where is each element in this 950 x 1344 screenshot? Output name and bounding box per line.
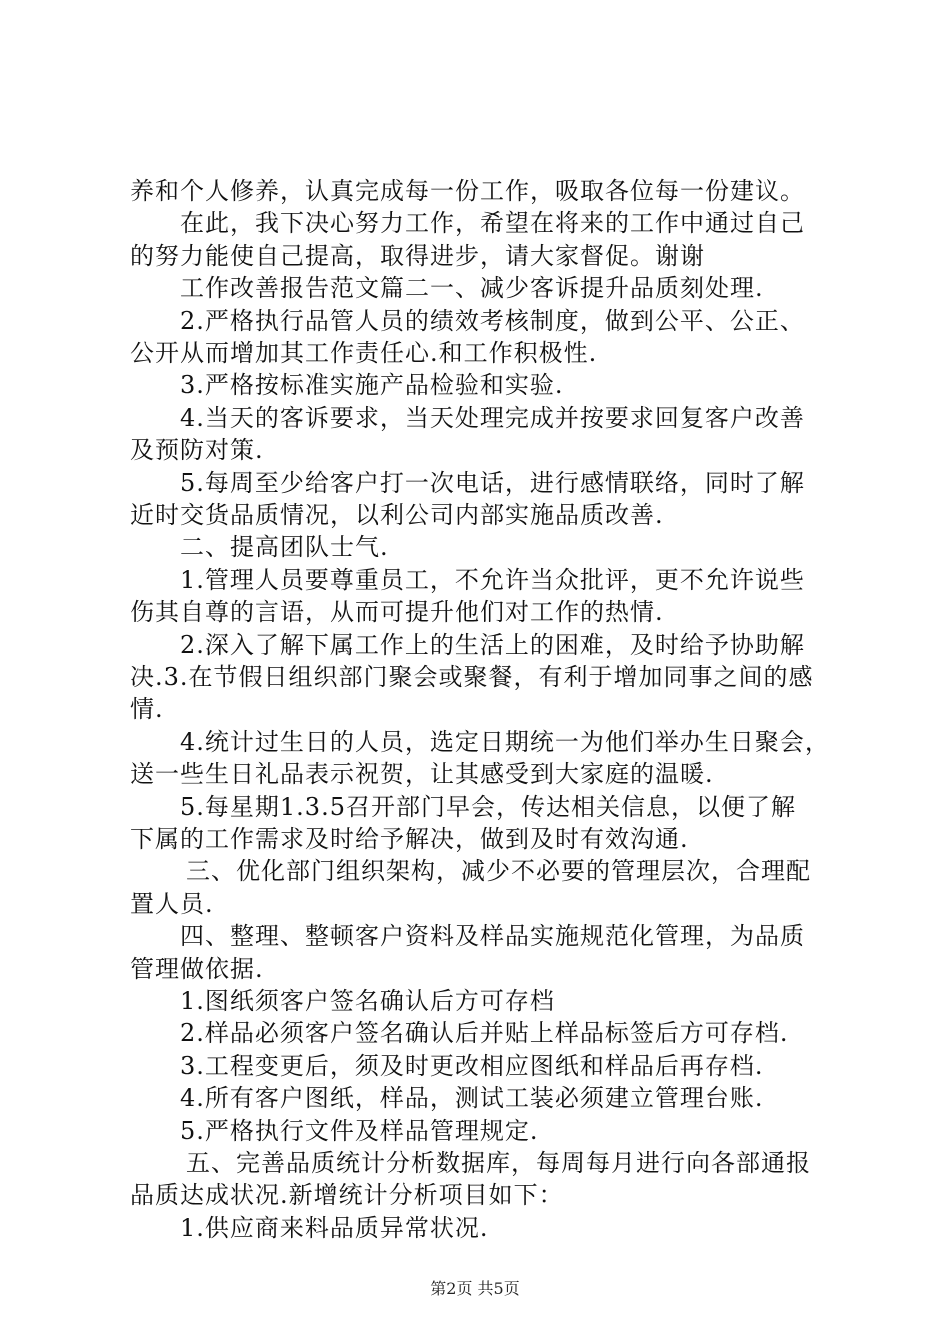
text-line: 4.当天的客诉要求，当天处理完成并按要求回复客户改善 bbox=[180, 404, 805, 432]
text-line: 及预防对策. bbox=[130, 436, 264, 464]
text-line: 下属的工作需求及时给予解决，做到及时有效沟通. bbox=[130, 825, 689, 853]
text-line: 情. bbox=[130, 695, 164, 723]
text-line: 4.所有客户图纸，样品，测试工装必须建立管理台账. bbox=[180, 1084, 764, 1112]
text-line: 管理做依据. bbox=[130, 955, 264, 983]
text-line: 5.每星期1.3.5召开部门早会，传达相关信息，以便了解 bbox=[180, 793, 796, 821]
text-line: 3.严格按标准实施产品检验和实验. bbox=[180, 371, 564, 399]
page-number-footer: 第2页 共5页 bbox=[430, 1279, 520, 1298]
text-line: 二、提高团队士气. bbox=[180, 533, 389, 561]
text-line: 近时交货品质情况，以利公司内部实施品质改善. bbox=[130, 501, 664, 529]
text-line: 四、整理、整顿客户资料及样品实施规范化管理，为品质 bbox=[180, 922, 805, 950]
text-line: 工作改善报告范文篇二一、减少客诉提升品质刻处理. bbox=[180, 274, 764, 302]
text-line: 1.管理人员要尊重员工，不允许当众批评，更不允许说些 bbox=[180, 566, 805, 594]
text-line: 送一些生日礼品表示祝贺，让其感受到大家庭的温暖. bbox=[130, 760, 714, 788]
text-line: 置人员. bbox=[130, 890, 214, 918]
text-line: 5.每周至少给客户打一次电话，进行感情联络，同时了解 bbox=[180, 469, 805, 497]
text-line: 5.严格执行文件及样品管理规定. bbox=[180, 1117, 539, 1145]
text-line: 公开从而增加其工作责任心.和工作积极性. bbox=[130, 339, 598, 367]
text-line: 2.深入了解下属工作上的生活上的困难，及时给予协助解 bbox=[180, 631, 805, 659]
text-line: 的努力能使自己提高，取得进步，请大家督促。谢谢 bbox=[130, 242, 705, 270]
text-line: 1.供应商来料品质异常状况. bbox=[180, 1214, 489, 1242]
text-line: 五、完善品质统计分析数据库，每周每月进行向各部通报 bbox=[186, 1149, 811, 1177]
text-line: 在此，我下决心努力工作，希望在将来的工作中通过自己 bbox=[180, 209, 805, 237]
text-line: 三、优化部门组织架构，减少不必要的管理层次，合理配 bbox=[186, 857, 811, 885]
text-line: 伤其自尊的言语，从而可提升他们对工作的热情. bbox=[130, 598, 664, 626]
text-line: 1.图纸须客户签名确认后方可存档 bbox=[180, 987, 555, 1015]
text-line: 品质达成状况.新增统计分析项目如下： bbox=[130, 1181, 564, 1209]
text-line: 养和个人修养，认真完成每一份工作，吸取各位每一份建议。 bbox=[130, 177, 805, 205]
text-line: 决.3.在节假日组织部门聚会或聚餐，有利于增加同事之间的感 bbox=[130, 663, 814, 691]
text-line: 2.严格执行品管人员的绩效考核制度，做到公平、公正、 bbox=[180, 307, 805, 335]
text-line: 3.工程变更后，须及时更改相应图纸和样品后再存档. bbox=[180, 1052, 764, 1080]
text-line: 4.统计过生日的人员，选定日期统一为他们举办生日聚会， bbox=[180, 728, 830, 756]
text-line: 2.样品必须客户签名确认后并贴上样品标签后方可存档. bbox=[180, 1019, 789, 1047]
